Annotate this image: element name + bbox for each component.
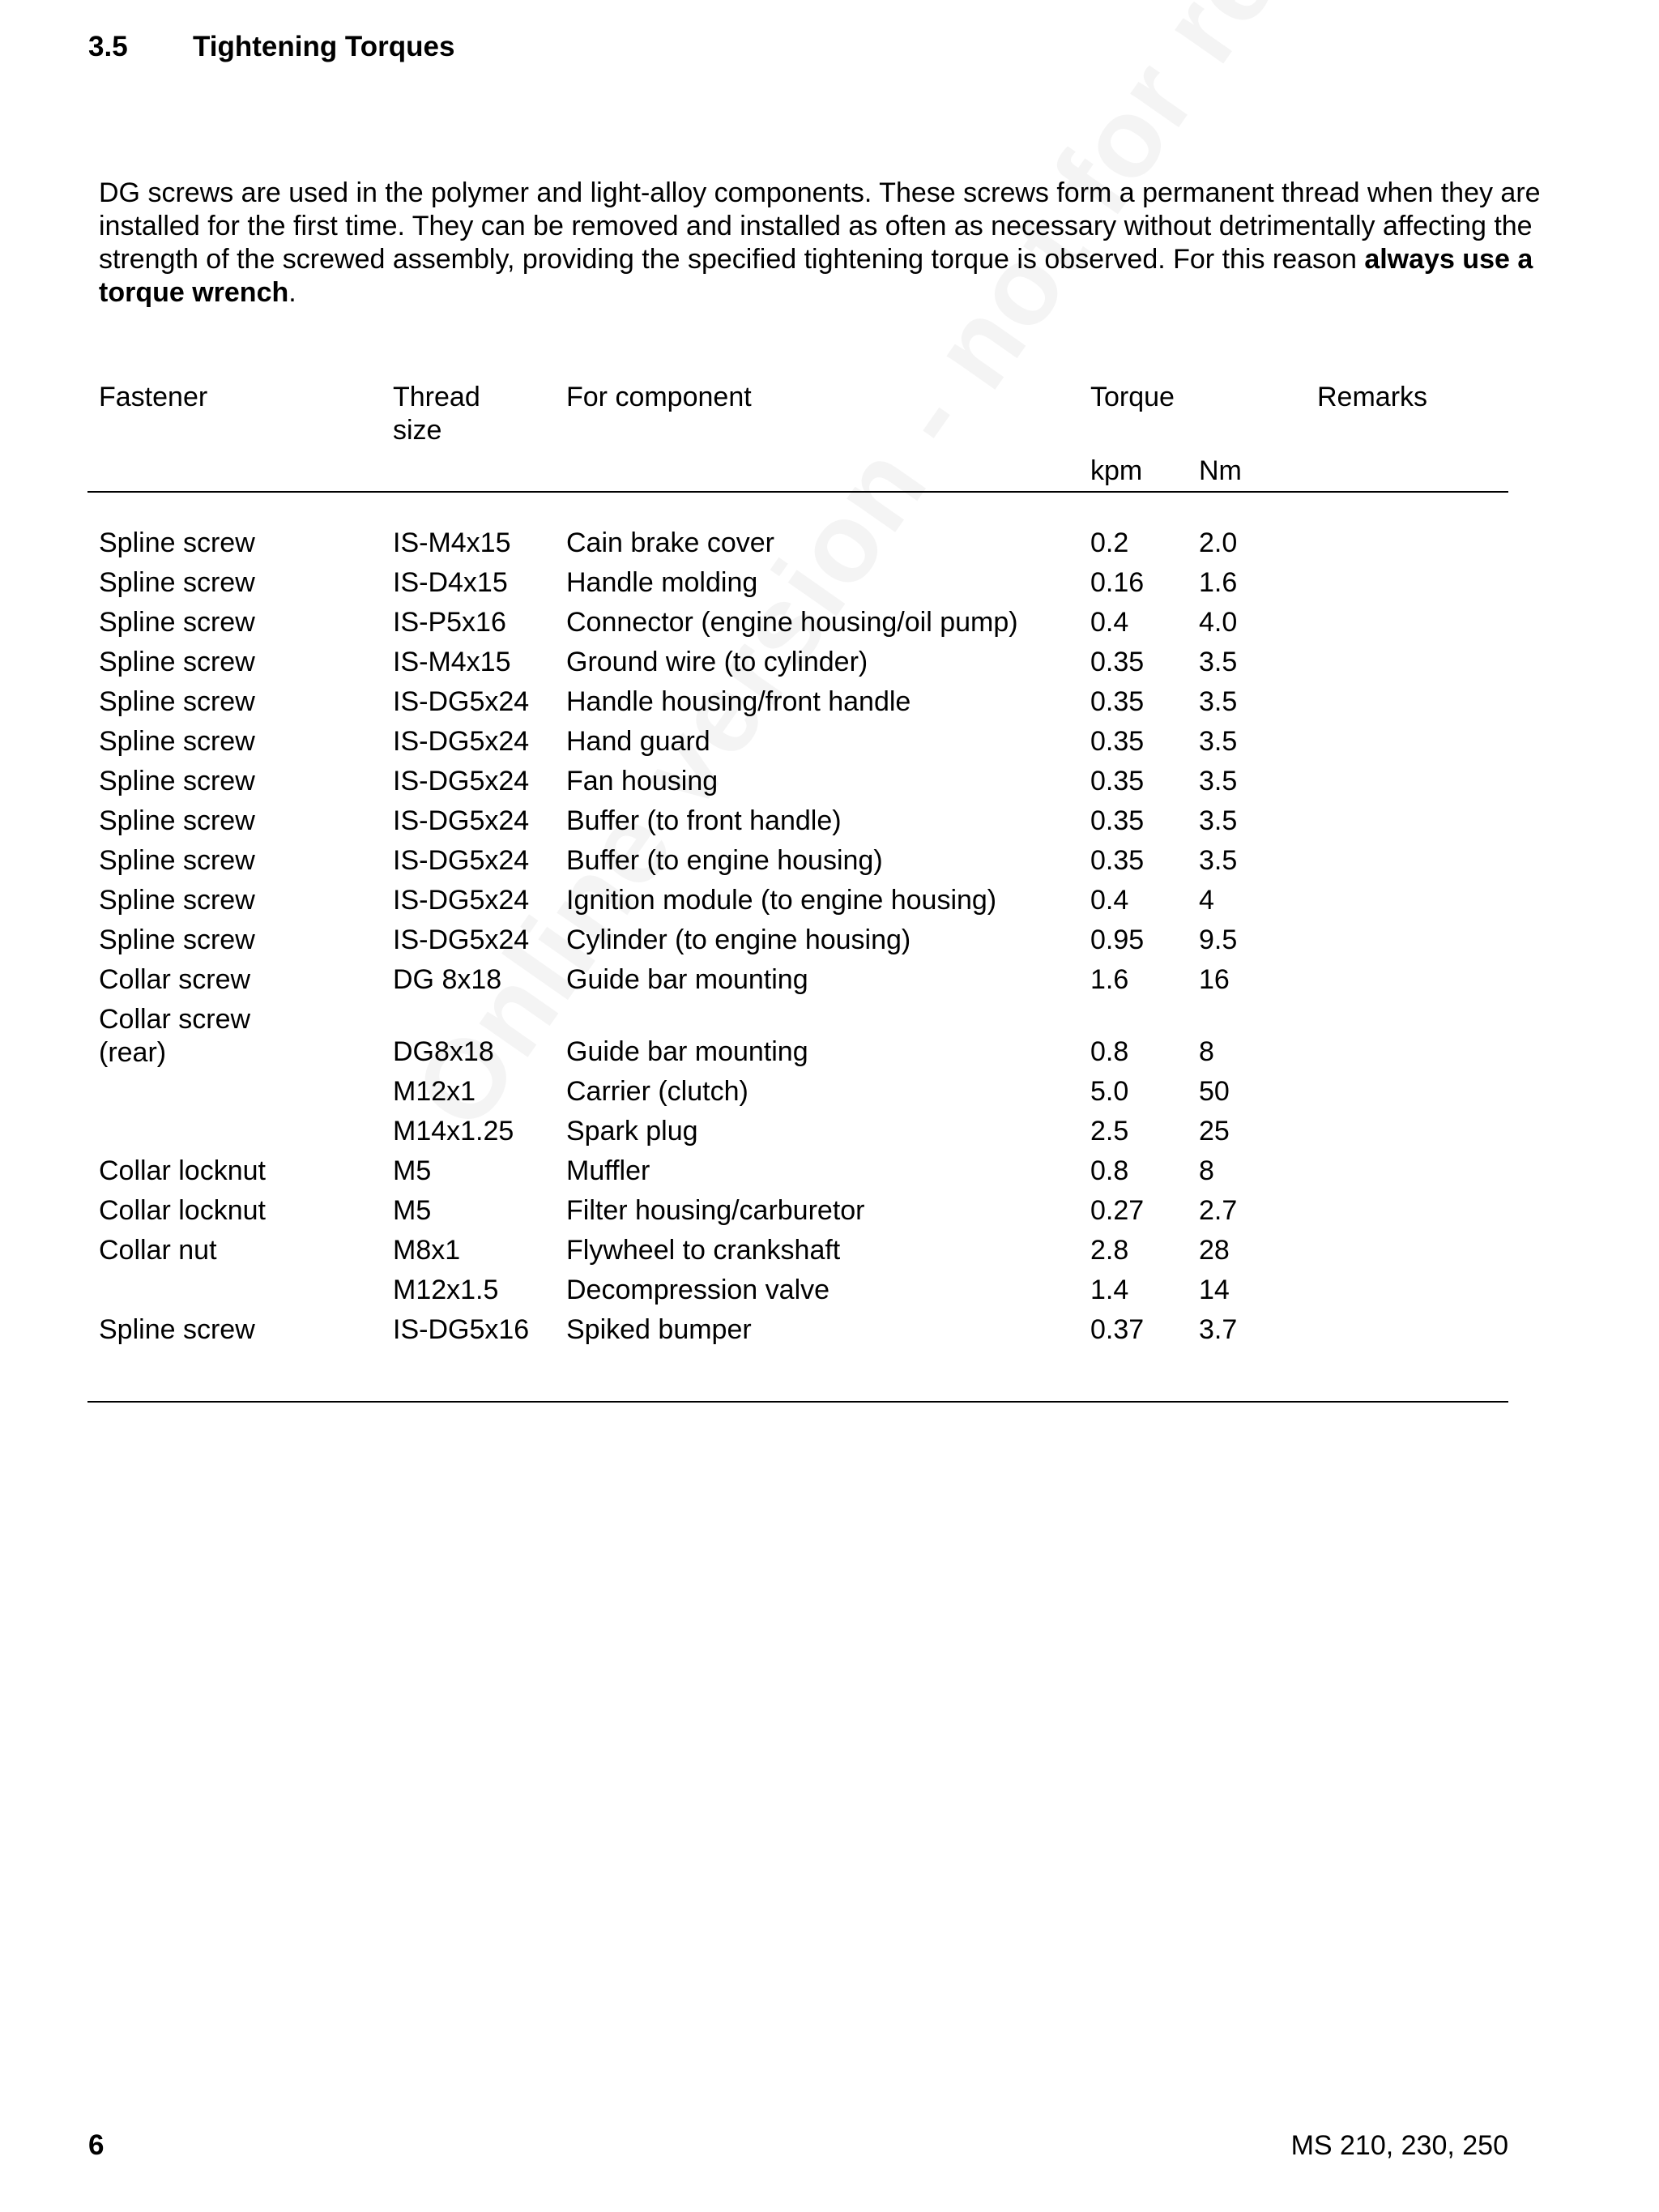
cell-component: Cylinder (to engine housing): [566, 925, 911, 955]
cell-component: Ignition module (to engine housing): [566, 885, 997, 916]
table-row: [0, 1234, 1659, 1274]
table-row: [0, 1003, 1659, 1075]
cell-fastener: Spline screw: [99, 647, 255, 677]
cell-torque-kpm: 0.2: [1090, 527, 1129, 558]
cell-fastener: Collar screw: [99, 964, 251, 995]
cell-component: Guide bar mounting: [566, 964, 808, 995]
cell-torque-nm: 4.0: [1199, 607, 1238, 638]
cell-component: Muffler: [566, 1155, 650, 1186]
cell-component: Decompression valve: [566, 1275, 830, 1305]
table-row: [0, 1194, 1659, 1234]
table-row: [0, 844, 1659, 884]
header-nm: Nm: [1199, 455, 1242, 486]
cell-torque-nm: 3.5: [1199, 726, 1238, 757]
cell-torque-kpm: 0.35: [1090, 766, 1145, 796]
cell-torque-nm: 16: [1199, 964, 1230, 995]
cell-torque-kpm: 2.8: [1090, 1235, 1129, 1266]
cell-torque-nm: 3.5: [1199, 845, 1238, 876]
header-remarks: Remarks: [1317, 382, 1428, 412]
table-row: [0, 685, 1659, 725]
table-row: [0, 1115, 1659, 1155]
cell-fastener: Spline screw: [99, 527, 255, 558]
cell-thread-size: M5: [393, 1195, 432, 1226]
cell-torque-kpm: 0.4: [1090, 885, 1129, 916]
cell-torque-kpm: 0.8: [1090, 1155, 1129, 1186]
cell-thread-size: M8x1: [393, 1235, 461, 1266]
table-row: [0, 805, 1659, 844]
cell-fastener: Collar locknut: [99, 1155, 266, 1186]
cell-torque-nm: 3.5: [1199, 766, 1238, 796]
table-row: [0, 963, 1659, 1003]
cell-fastener-line2: (rear): [99, 1037, 167, 1068]
cell-fastener: Spline screw: [99, 686, 255, 717]
cell-torque-kpm: 0.16: [1090, 567, 1145, 598]
cell-torque-kpm: 1.4: [1090, 1275, 1129, 1305]
cell-thread-size: DG8x18: [393, 1036, 494, 1067]
cell-component: Handle molding: [566, 567, 758, 598]
section-title: Tightening Torques: [193, 31, 455, 62]
cell-thread-size: IS-DG5x16: [393, 1314, 530, 1345]
cell-torque-kpm: 0.35: [1090, 647, 1145, 677]
table-row: [0, 606, 1659, 646]
table-row: [0, 1155, 1659, 1194]
table-row: [0, 527, 1659, 566]
table-bottom-rule: [87, 1401, 1508, 1403]
cell-fastener: Spline screw: [99, 1314, 255, 1345]
table-row: [0, 924, 1659, 963]
cell-fastener: [99, 1003, 374, 1070]
cell-torque-kpm: 0.4: [1090, 607, 1129, 638]
cell-component: Cain brake cover: [566, 527, 775, 558]
cell-thread-size: M12x1: [393, 1076, 476, 1107]
header-fastener: Fastener: [99, 382, 208, 412]
cell-torque-kpm: 5.0: [1090, 1076, 1129, 1107]
model-designation: MS 210, 230, 250: [1290, 2130, 1508, 2161]
cell-thread-size: IS-M4x15: [393, 647, 511, 677]
cell-component: Carrier (clutch): [566, 1076, 748, 1107]
table-row: [0, 1313, 1659, 1353]
cell-torque-nm: 28: [1199, 1235, 1230, 1266]
cell-thread-size: M12x1.5: [393, 1275, 499, 1305]
cell-thread-size: IS-D4x15: [393, 567, 508, 598]
table-row: [0, 566, 1659, 606]
cell-thread-size: IS-P5x16: [393, 607, 506, 638]
cell-fastener: Spline screw: [99, 607, 255, 638]
cell-component: Guide bar mounting: [566, 1036, 808, 1067]
cell-torque-kpm: 0.8: [1090, 1036, 1129, 1067]
cell-torque-kpm: 1.6: [1090, 964, 1129, 995]
cell-torque-kpm: 0.37: [1090, 1314, 1145, 1345]
cell-thread-size: IS-DG5x24: [393, 726, 530, 757]
cell-torque-nm: 3.5: [1199, 805, 1238, 836]
cell-torque-nm: 25: [1199, 1116, 1230, 1147]
cell-thread-size: M5: [393, 1155, 432, 1186]
cell-fastener: Collar locknut: [99, 1195, 266, 1226]
cell-fastener: Spline screw: [99, 766, 255, 796]
cell-torque-nm: 50: [1199, 1076, 1230, 1107]
cell-fastener: Spline screw: [99, 567, 255, 598]
cell-fastener: Spline screw: [99, 845, 255, 876]
cell-torque-kpm: 0.35: [1090, 726, 1145, 757]
cell-component: Spark plug: [566, 1116, 698, 1147]
cell-component: Ground wire (to cylinder): [566, 647, 868, 677]
cell-torque-nm: 4: [1199, 885, 1214, 916]
table-row: [0, 884, 1659, 924]
cell-component: Spiked bumper: [566, 1314, 752, 1345]
cell-torque-nm: 9.5: [1199, 925, 1238, 955]
table-row: [0, 725, 1659, 765]
table-row: [0, 1274, 1659, 1313]
cell-torque-nm: 1.6: [1199, 567, 1238, 598]
cell-thread-size: IS-DG5x24: [393, 686, 530, 717]
intro-paragraph: [99, 177, 1557, 310]
header-component: For component: [566, 382, 752, 412]
cell-torque-nm: 8: [1199, 1036, 1214, 1067]
cell-thread-size: IS-DG5x24: [393, 885, 530, 916]
header-thread-line1: Thread: [393, 382, 480, 412]
intro-text: DG screws are used in the polymer and light-alloy components. These screws form a permanent thread when they are installed for the first time. They can be removed and installed as often as necessary without detrimentally affecting the strength of the screwed assembly, providing the specified tightening torque is observed. For this reason: [99, 177, 1541, 275]
cell-fastener: Collar nut: [99, 1235, 217, 1266]
intro-text-end: .: [288, 277, 296, 308]
cell-component: Fan housing: [566, 766, 719, 796]
cell-torque-nm: 3.5: [1199, 647, 1238, 677]
page-number: 6: [88, 2129, 104, 2161]
cell-fastener-line1: Collar screw: [99, 1004, 251, 1035]
cell-torque-nm: 3.7: [1199, 1314, 1238, 1345]
cell-torque-nm: 8: [1199, 1155, 1214, 1186]
table-row: [0, 646, 1659, 685]
cell-fastener: Spline screw: [99, 885, 255, 916]
cell-torque-kpm: 2.5: [1090, 1116, 1129, 1147]
cell-torque-kpm: 0.35: [1090, 686, 1145, 717]
cell-thread-size: IS-DG5x24: [393, 766, 530, 796]
cell-torque-nm: 3.5: [1199, 686, 1238, 717]
cell-component: Filter housing/carburetor: [566, 1195, 865, 1226]
cell-torque-nm: 2.0: [1199, 527, 1238, 558]
cell-component: Hand guard: [566, 726, 710, 757]
cell-fastener: Spline screw: [99, 726, 255, 757]
cell-fastener: Spline screw: [99, 805, 255, 836]
cell-component: Handle housing/front handle: [566, 686, 911, 717]
cell-torque-nm: 14: [1199, 1275, 1230, 1305]
cell-thread-size: IS-DG5x24: [393, 925, 530, 955]
table-row: [0, 765, 1659, 805]
torque-table: [0, 527, 1659, 1353]
cell-torque-kpm: 0.95: [1090, 925, 1145, 955]
cell-thread-size: M14x1.25: [393, 1116, 514, 1147]
intro-emphasis: always use a torque wrench: [99, 244, 1533, 308]
cell-thread-size: IS-M4x15: [393, 527, 511, 558]
header-torque: Torque: [1090, 382, 1175, 412]
cell-torque-nm: 2.7: [1199, 1195, 1238, 1226]
cell-component: Buffer (to front handle): [566, 805, 842, 836]
cell-torque-kpm: 0.27: [1090, 1195, 1145, 1226]
cell-thread-size: IS-DG5x24: [393, 845, 530, 876]
cell-fastener: Spline screw: [99, 925, 255, 955]
cell-component: Connector (engine housing/oil pump): [566, 607, 1018, 638]
header-thread-line2: size: [393, 415, 442, 446]
cell-component: Flywheel to crankshaft: [566, 1235, 841, 1266]
section-number: 3.5: [88, 31, 128, 62]
cell-component: Buffer (to engine housing): [566, 845, 883, 876]
cell-torque-kpm: 0.35: [1090, 845, 1145, 876]
header-rule: [87, 491, 1508, 493]
header-kpm: kpm: [1090, 455, 1143, 486]
cell-torque-kpm: 0.35: [1090, 805, 1145, 836]
table-row: [0, 1075, 1659, 1115]
cell-thread-size: IS-DG5x24: [393, 805, 530, 836]
cell-thread-size: DG 8x18: [393, 964, 502, 995]
